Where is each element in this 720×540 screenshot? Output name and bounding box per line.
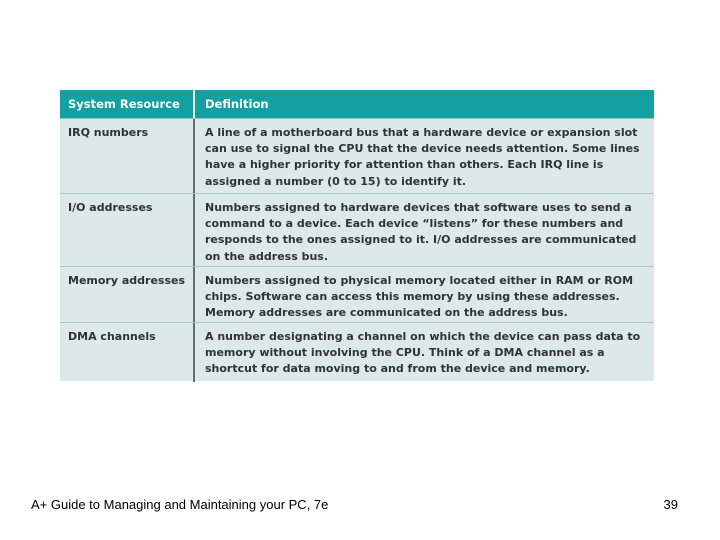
resource-cell: Memory addresses: [60, 267, 195, 322]
footer-book-title: A+ Guide to Managing and Maintaining your PC, 7e: [31, 497, 329, 512]
table-header-row: [60, 90, 654, 119]
definition-cell: A number designating a channel on which the device can pass data to memory without involving the CPU. Think of a DMA channel as a shortcut for data moving to and from the device and memory.: [205, 330, 641, 376]
resource-cell: DMA channels: [60, 323, 195, 382]
header-system-resource: System Resource: [60, 90, 195, 118]
resource-cell: IRQ numbers: [60, 119, 195, 193]
resource-cell: I/O addresses: [60, 194, 195, 266]
table-row: [60, 267, 654, 323]
page-number: 39: [663, 497, 678, 512]
definition-cell: Numbers assigned to physical memory located either in RAM or ROM chips. Software can access this memory by using these addresses. Memory addresses are communicated on the address bus.: [205, 274, 634, 320]
table-row: [60, 323, 654, 382]
header-definition: Definition: [205, 97, 269, 111]
table-row: [60, 194, 654, 267]
system-resource-table: [60, 90, 654, 381]
table-row: [60, 119, 654, 194]
definition-cell: A line of a motherboard bus that a hardware device or expansion slot can use to signal the CPU that the device needs attention. Some lines have a higher priority for attention than others. Each IRQ line is assigned a number (0 to 15) to identify it.: [205, 126, 640, 188]
definition-cell: Numbers assigned to hardware devices that software uses to send a command to a device. Each device “listens” for these numbers and responds to the ones assigned to it. I/O addresses are communicated on the address bus.: [205, 201, 637, 263]
